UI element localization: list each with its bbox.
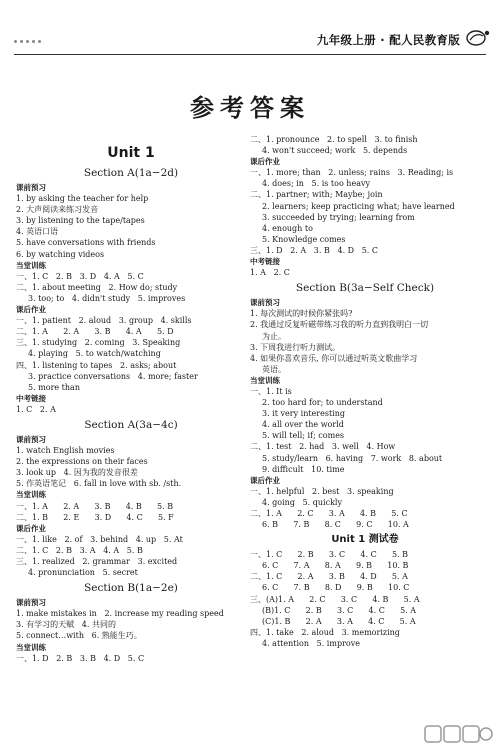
subsection-label: 课后作业 — [16, 305, 46, 315]
left-answer-line: 1. by asking the teacher for help — [16, 194, 149, 204]
left-answer-line: 5. 作英语笔记 6. fall in love with sb. /sth. — [16, 479, 182, 489]
right-answer-line: 5. Knowledge comes — [262, 234, 346, 244]
left-answer-line: 4. 英语口语 — [16, 227, 59, 237]
unit-heading: Unit 1 — [107, 145, 155, 161]
left-answer-line: 3. by listening to the tape/tapes — [16, 216, 145, 226]
right-answer-line: 4. 如果你喜欢音乐, 你可以通过听英文歌曲学习 — [250, 353, 418, 363]
test-heading: Unit 1 测试卷 — [331, 534, 399, 546]
subsection-label: 当堂训练 — [16, 260, 46, 270]
right-answer-line: 4. attention 5. improve — [262, 638, 360, 648]
right-answer-line: 3. 下周我进行听力测试。 — [250, 342, 341, 352]
section-heading: Section A(3a−4c) — [84, 418, 178, 431]
right-answer-line: 4. going 5. quickly — [262, 497, 342, 507]
left-answer-line: 3. 有学习的天赋 4. 共同的 — [16, 620, 116, 630]
right-answer-line: 二、1. pronounce 2. to spell 3. to finish — [250, 135, 418, 144]
subsection-label: 课前预习 — [16, 183, 46, 192]
subsection-label: 中考链接 — [16, 393, 46, 403]
left-answer-line: 一、1. patient 2. aloud 3. group 4. skills — [16, 316, 192, 326]
left-answer-line: 5. more than — [28, 382, 80, 392]
right-answer-line: 9. difficult 10. time — [262, 464, 345, 474]
right-answer-line: 5. study/learn 6. having 7. work 8. about — [262, 453, 443, 463]
page-title: 参考答案 — [190, 94, 310, 122]
right-answer-line: (C)1. B 2. A 3. A 4. C 5. A — [262, 616, 416, 626]
right-answer-line: 三、1. D 2. A 3. B 4. D 5. C — [250, 245, 378, 255]
right-answer-line: 3. it very interesting — [262, 409, 346, 419]
right-answer-line: 2. 我通过反复听磁带练习我的听力直到我明白一切 — [250, 320, 429, 330]
subsection-label: 课后作业 — [250, 157, 280, 167]
subsection-label: 课前预习 — [250, 298, 280, 308]
header-dots — [14, 40, 41, 43]
right-answer-line: 2. learners; keep practicing what; have learned — [262, 201, 455, 211]
left-answer-line: 二、1. C 2. B 3. A 4. A 5. B — [16, 545, 143, 555]
watermark-logo-icon — [424, 724, 494, 746]
right-answer-line: 6. B 7. B 8. C 9. C 10. A — [262, 520, 409, 530]
header-title: 九年级上册 · 配人民教育版 — [316, 33, 460, 47]
left-answer-line: 1. C 2. A — [16, 404, 56, 414]
left-answer-line: 3. practice conversations 4. more; faster — [28, 371, 198, 381]
right-answer-line: 6. C 7. B 8. D 9. B 10. C — [262, 583, 410, 593]
right-answer-line: 4. won't succeed; work 5. depends — [262, 146, 408, 156]
left-answer-line: 4. pronunciation 5. secret — [28, 568, 138, 578]
right-answer-line: 四、1. take 2. aloud 3. memorizing — [250, 627, 400, 637]
right-answer-line: 英语。 — [262, 364, 286, 374]
right-answer-line: 6. C 7. A 8. A 9. B 10. B — [262, 561, 409, 571]
left-answer-line: 1. watch English movies — [16, 446, 115, 456]
left-answer-line: 2. the expressions on their faces — [16, 457, 148, 467]
right-answer-line: 一、1. more; than 2. unless; rains 3. Reading; is — [250, 168, 454, 178]
right-answer-line: 1. A 2. C — [250, 268, 290, 278]
right-answer-line: 为止。 — [262, 331, 286, 341]
right-answer-line: 二、1. C 2. A 3. B 4. D 5. A — [250, 572, 408, 582]
right-answer-line: 5. will tell; if; comes — [262, 431, 345, 441]
section-heading: Section B(3a−Self Check) — [295, 282, 435, 295]
right-answer-line: 1. 每次测试的时候你紧张吗? — [250, 309, 353, 319]
subsection-label: 课前预习 — [16, 598, 46, 608]
subsection-label: 中考链接 — [250, 257, 280, 267]
right-answer-line: (B)1. C 2. B 3. C 4. C 5. A — [262, 605, 417, 615]
subsection-label: 课前预习 — [16, 434, 46, 444]
right-answer-line: 二、1. A 2. C 3. A 4. B 5. C — [250, 509, 408, 518]
left-answer-line: 四、1. listening to tapes 2. asks; about — [16, 360, 177, 370]
subsection-label: 当堂训练 — [16, 490, 46, 500]
left-answer-line: 一、1. like 2. of 3. behind 4. up 5. At — [16, 534, 183, 544]
leaf-decoration-icon — [464, 28, 492, 48]
right-answer-line: 2. too hard for; to understand — [262, 398, 383, 408]
right-answer-column — [250, 134, 480, 649]
subsection-label: 课后作业 — [250, 475, 280, 485]
left-answer-line: 二、1. A 2. A 3. B 4. A 5. D — [16, 327, 174, 337]
left-answer-line: 二、1. B 2. E 3. D 4. C 5. F — [16, 512, 174, 522]
left-answer-line: 1. make mistakes in 2. increase my reading speed — [16, 609, 224, 619]
left-answer-line: 一、1. C 2. B 3. D 4. A 5. C — [16, 271, 144, 281]
right-answer-line: 一、1. C 2. B 3. C 4. C 5. B — [250, 550, 409, 560]
left-answer-line: 一、1. A 2. A 3. B 4. B 5. B — [16, 501, 174, 511]
page-header — [0, 0, 500, 62]
right-answer-line: 二、1. test 2. had 3. well 4. How — [250, 442, 396, 452]
subsection-label: 当堂训练 — [250, 375, 280, 385]
left-answer-line: 三、1. realized 2. grammar 3. excited — [16, 557, 178, 566]
right-answer-line: 一、1. It is — [250, 386, 292, 396]
right-answer-line: 二、1. partner; with; Maybe; join — [250, 190, 383, 200]
subsection-label: 课后作业 — [16, 523, 46, 533]
left-answer-line: 3. too; to 4. didn't study 5. improves — [28, 293, 186, 303]
left-answer-line: 6. by watching videos — [16, 249, 105, 259]
subsection-label: 当堂训练 — [16, 642, 46, 652]
right-answer-line: 三、(A)1. A 2. C 3. C 4. B 5. A — [250, 594, 420, 604]
right-answer-line: 3. succeeded by trying; learning from — [262, 212, 415, 222]
right-answer-line: 4. all over the world — [262, 420, 344, 430]
left-answer-line: 二、1. about meeting 2. How do; study — [16, 282, 178, 292]
left-answer-line: 5. have conversations with friends — [16, 238, 156, 248]
left-answer-line: 一、1. D 2. B 3. B 4. D 5. C — [16, 653, 145, 663]
right-answer-line: 4. enough to — [262, 223, 313, 233]
left-answer-line: 4. playing 5. to watch/watching — [28, 349, 161, 359]
section-heading: Section B(1a−2e) — [84, 582, 178, 595]
left-answer-column — [16, 138, 246, 664]
left-answer-line: 3. look up 4. 因为我的发音很差 — [16, 468, 138, 478]
header-rule — [14, 54, 486, 55]
left-answer-line: 5. connect…with 6. 熟能生巧。 — [16, 631, 142, 641]
left-answer-line: 三、1. studying 2. coming 3. Speaking — [16, 338, 181, 348]
section-heading: Section A(1a−2d) — [83, 167, 179, 179]
right-answer-line: 4. does; in 5. is too heavy — [262, 179, 370, 189]
right-answer-line: 一、1. helpful 2. best 3. speaking — [250, 486, 394, 496]
left-answer-line: 2. 大声阅读来练习发音 — [16, 205, 99, 215]
